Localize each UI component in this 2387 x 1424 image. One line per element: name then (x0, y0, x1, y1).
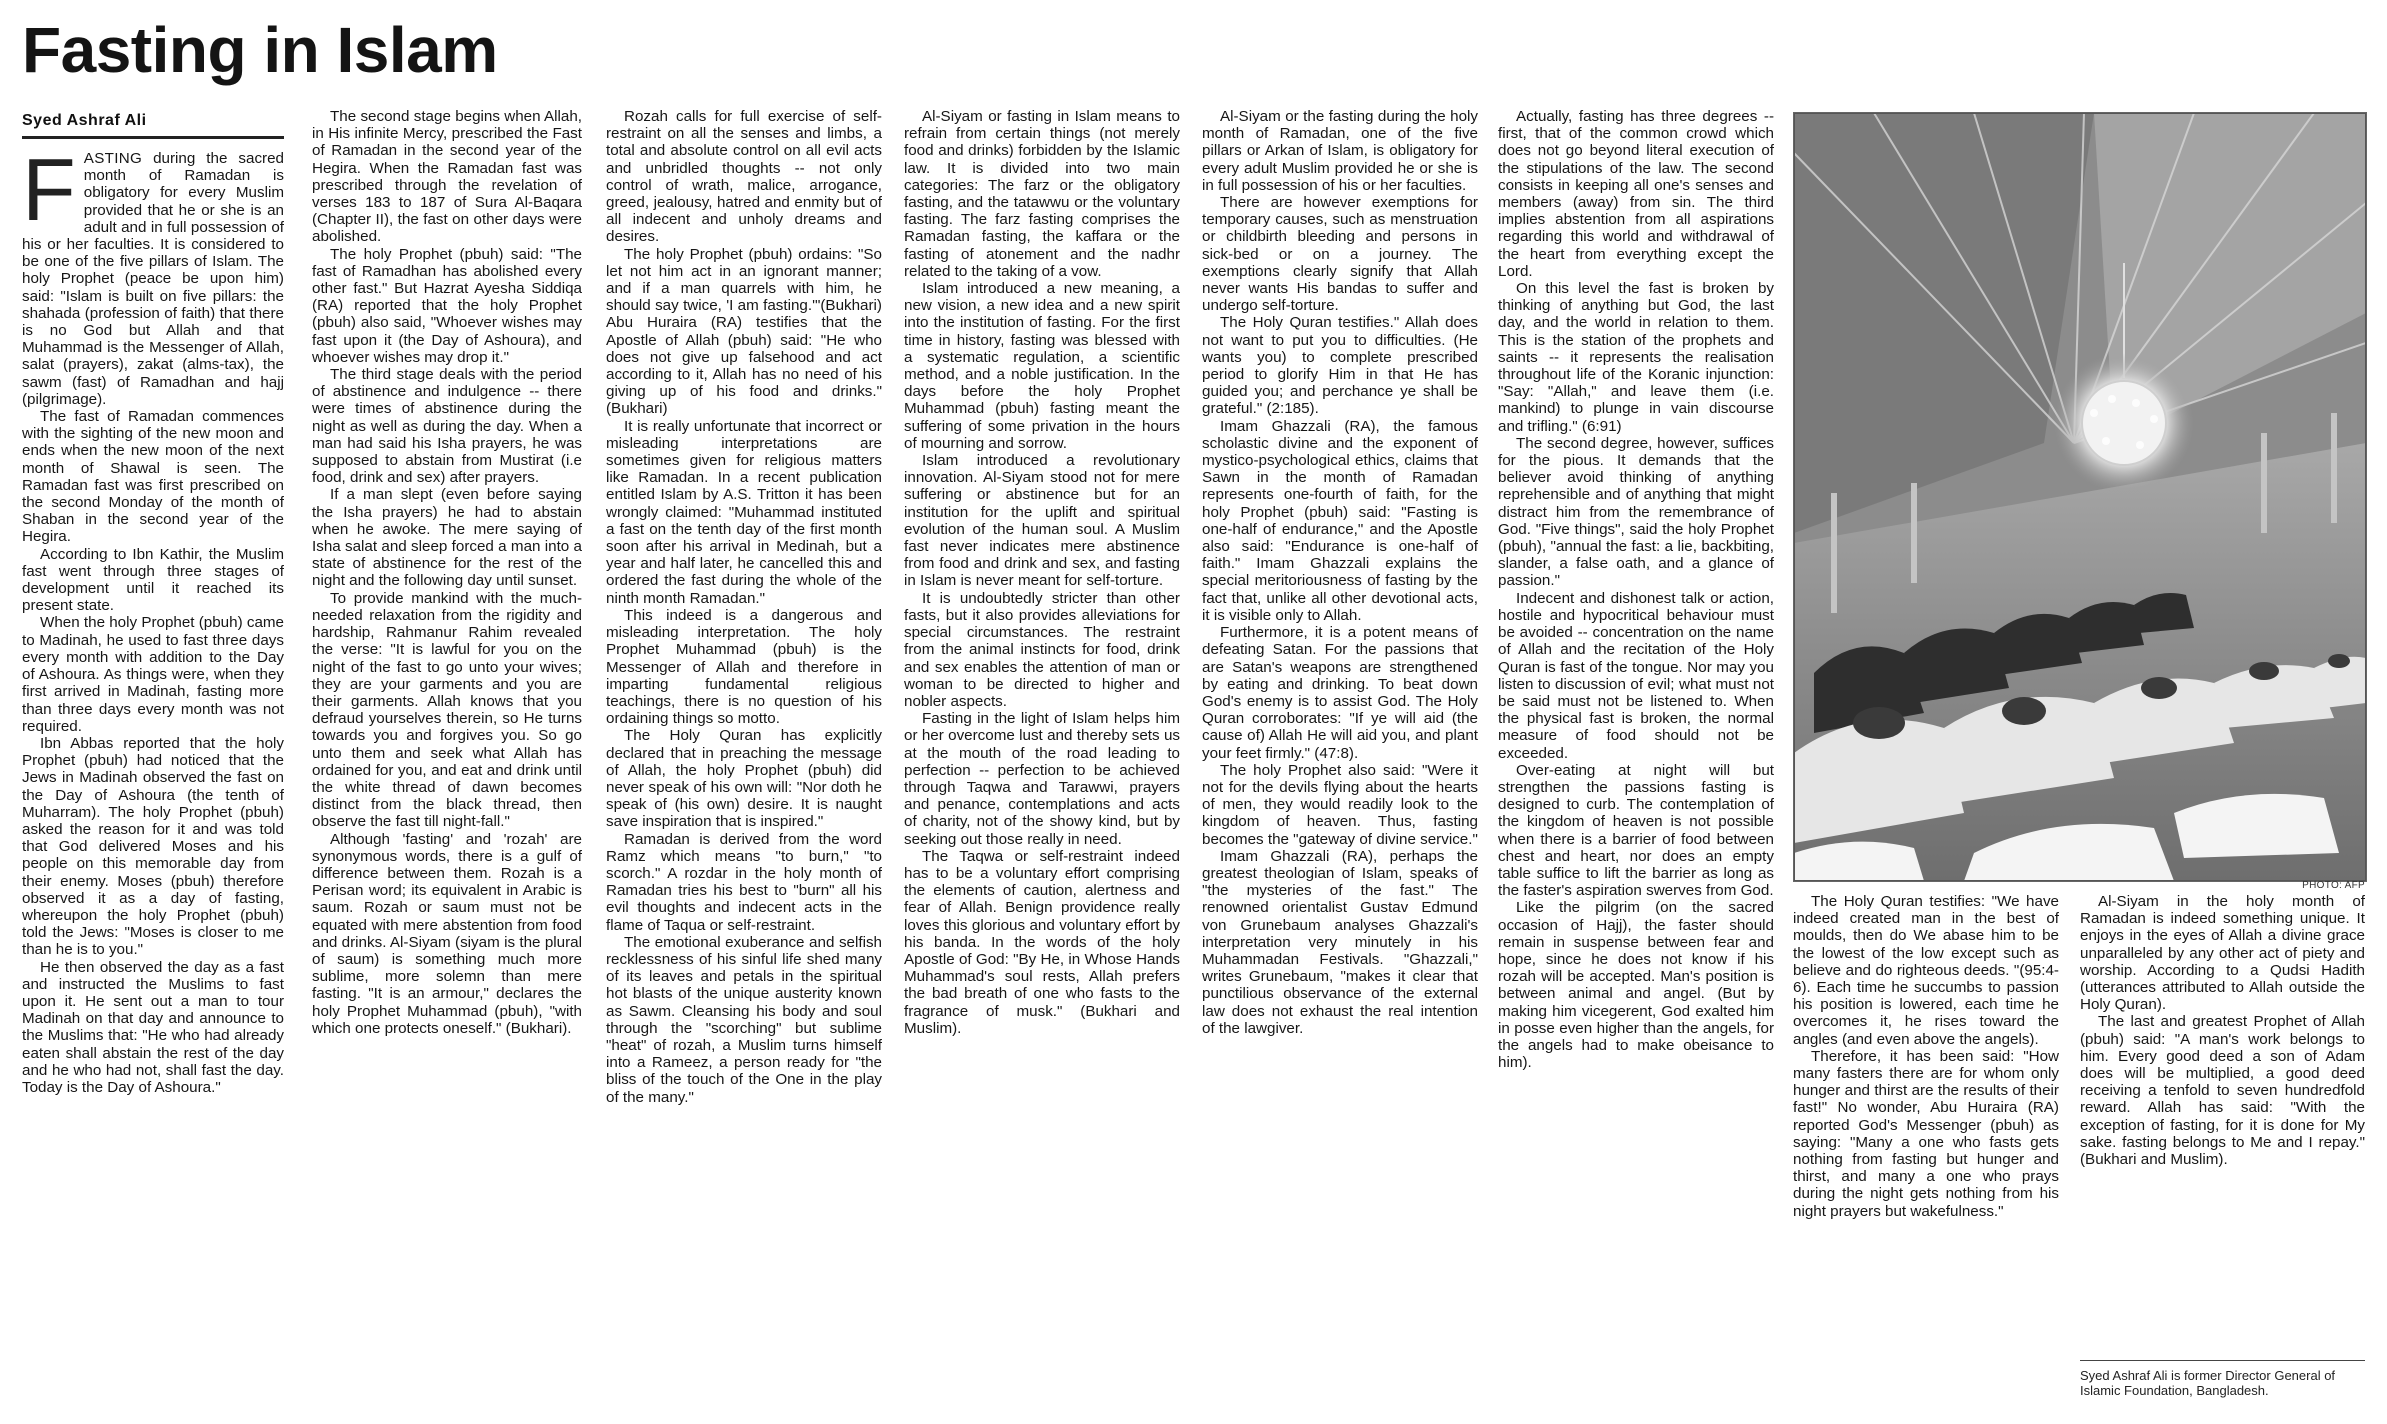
author-bio: Syed Ashraf Ali is former Director General of Islamic Foundation, Bangladesh. (2080, 1368, 2336, 1398)
paragraph: Al-Siyam or fasting in Islam means to refrain from certain things (not merely food and drinks) forbidden by the Islamic law. It is divided into two main categories: The farz or the obligatory fasting, and the tatawwu or the voluntary fasting. The farz fasting comprises the Ramadan fasting, the kaffara or the fasting of atonement and the nadhr related to the taking of a vow. (904, 108, 1180, 280)
paragraph: Imam Ghazzali (RA), the famous scholastic divine and the exponent of mystico-psychological ethics, claims that Sawn in the month of Ramadan represents one-fourth of faith, for the holy Prophet (pbuh) said: "Fasting is one-half of endurance," and the Apostle also said: "Endurance is one-half of faith." Imam Ghazzali explains the special meritoriousness of fasting by the fact that, unlike all other devotional acts, it is visible only to Allah. (1202, 417, 1478, 624)
paragraph: He then observed the day as a fast and instructed the Muslims to fast upon it. He sent out a man to tour Madinah on that day and announce to the Muslims that: "He who had already eaten shall abstain the rest of the day and he who had not, shall fast the day. Today is the Day of Ashoura." (22, 958, 284, 1096)
paragraph: Islam introduced a new meaning, a new vision, a new idea and a new spirit into the institution of fasting. For the first time in history, fasting was blessed with a systematic regulation, a scientific method, and a noble justification. In the days before the holy Prophet Muhammad (pbuh) fasting meant the suffering of some privation in the hours of mourning and sorrow. (904, 280, 1180, 452)
article-column-4 (904, 108, 1180, 1420)
paragraph: Al-Siyam in the holy month of Ramadan is indeed something unique. It enjoys in the eyes of Allah a divine grace unparalleled by any other act of piety and worship. According to a Qudsi Hadith (utterances attributed to Allah outside the Holy Quran). (2080, 893, 2365, 1014)
mosque-prayer-photo (1793, 112, 2367, 882)
article-column-8 (2080, 893, 2365, 1345)
paragraph: Ramadan is derived from the word Ramz which means "to burn," "to scorch." A rozdar in the holy month of Ramadan tries his best to "burn" all his evil thoughts and indecent acts in the flame of Taqua or self-restraint. (606, 830, 882, 934)
paragraph: The Holy Quran testifies." Allah does not want to put you to difficulties. (He wants you) to complete prescribed period to glorify Him in that He has guided you; and perchance ye shall be grateful." (2:185). (1202, 314, 1478, 418)
paragraph: The third stage deals with the period of abstinence and indulgence -- there were times of abstinence during the night as well as during the day. When a man had said his Isha prayers, he was supposed to abstain from Mustirat (i.e food, drink and sex) after prayers. (312, 366, 582, 487)
paragraph: Therefore, it has been said: "How many fasters there are for whom only hunger and thirst are the results of their fast!" No wonder, Abu Huraira (RA) reported God's Messenger (pbuh) as saying: "Many a one who fasts gets nothing from fasting but hunger and thirst, and many a one who prays during the night gets nothing from his night prayers but wakefulness." (1793, 1047, 2059, 1220)
paragraph: Fasting in the light of Islam helps him or her overcome lust and thereby sets us at the mouth of the road leading to perfection -- perfection to be achieved through Taqwa and Tarawwi, prayers and penance, contemplations and acts of charity, not of the showy kind, but by seeking out those really in need. (904, 710, 1180, 848)
paragraph: The holy Prophet also said: "Were it not for the devils flying about the hearts of men, they would readily look to the kingdom of heaven. Thus, fasting becomes the "gateway of divine service." (1202, 761, 1478, 848)
paragraph: Over-eating at night will but strengthen the passions fasting is designed to curb. The contemplation of the kingdom of heaven is not possible when there is a barrier of food between chest and heart, nor does an empty table suffice to lift the barrier as long as the faster's aspiration swerves from God. (1498, 761, 1774, 900)
article-column-5 (1202, 108, 1478, 1420)
paragraph: It is really unfortunate that incorrect or misleading interpretations are sometimes given for religious matters like Ramadan. In a recent publication entitled Islam by A.S. Tritton it has been wrongly claimed: "Muhammad instituted a fast on the tenth day of the first month soon after his arrival in Medinah, but a year and half later, he cancelled this and ordered the fast during the whole of the ninth month Ramadan." (606, 417, 882, 607)
paragraph: Actually, fasting has three degrees -- first, that of the common crowd which does not go beyond literal execution of the stipulations of the law. The second consists in keeping all one's senses and members (away) from sin. The third implies abstention from all aspirations regarding this world and withdrawal of the heart from everything except the Lord. (1498, 108, 1774, 280)
paragraph: Rozah calls for full exercise of self-restraint on all the senses and limbs, a total and absolute control on all evil acts and unbridled thoughts -- not only control of wrath, malice, arrogance, greed, jealousy, hatred and enmity but of all indecent and unholy dreams and desires. (606, 108, 882, 246)
paragraph: The Holy Quran testifies: "We have indeed created man in the best of moulds, then do We abase him to be the lowest of the low except such as believe and do righteous deeds. "(95:4-6). Each time he succumbs to passion his position is lowered, each time he overcomes it, he rises toward the angles (and even above the angels). (1793, 893, 2059, 1048)
paragraph: during the sacred month of Ramadan is obligatory for every Muslim provided that he or she is an adult and in full possession of his or her faculties. It is considered to be one of the five pillars of Islam. The holy Prophet (peace be upon him) said: "Islam is built on five pillars: the shahada (profession of faith) that there is no God but Allah and that Muhammad is the Messenger of Allah, salat (prayers), zakat (alms-tax), the sawm (fast) of Ramadhan and hajj (pilgrimage). (22, 150, 284, 408)
paragraph: There are however exemptions for temporary causes, such as menstruation or childbirth bleeding and persons in sick-bed or on a journey. The exemptions clearly signify that Allah never wants His bandas to suffer and undergo self-torture. (1202, 194, 1478, 315)
paragraph: The emotional exuberance and selfish recklessness of his sinful life shed many of its leaves and petals in the spiritual hot blasts of the unique austerity known as Sawm. Cleansing his body and soul through the "scorching" but sublime "heat" of rozah, a Muslim turns himself into a Rameez, a person ready for "the bliss of the touch of the One in the play of the many." (606, 933, 882, 1106)
paragraph: Like the pilgrim (on the sacred occasion of Hajj), the faster should remain in suspense between fear and hope, since he does not know if his rozah will be accepted. Man's position is between animal and angel. (But by making him vicegerent, God exalted him in posse even higher than the angels, for the angels had to make obeisance to him). (1498, 899, 1774, 1072)
lead-caps: ASTING (83, 150, 143, 167)
byline: Syed Ashraf Ali (22, 112, 284, 139)
photo-illustration (1794, 113, 2366, 881)
paragraph: The holy Prophet (pbuh) said: "The fast of Ramadhan has abolished every other fast." But Hazrat Ayesha Siddiqa (RA) reported that the holy Prophet (pbuh) also said, "Whoever wishes may fast upon it (the Day of Ashoura), and whoever wishes may drop it." (312, 245, 582, 366)
article-column-7 (1793, 893, 2059, 1420)
paragraph: It is undoubtedly stricter than other fasts, but it also provides alleviations for special circumstances. The restraint from the animal instincts for food, drink and sex enables the attention of man or woman to be directed to higher and nobler aspects. (904, 589, 1180, 710)
paragraph: When the holy Prophet (pbuh) came to Madinah, he used to fast three days every month with addition to the Day of Ashoura. As things were, when they first arrived in Madinah, fasting more than three days every month was not required. (22, 614, 284, 735)
paragraph: Islam introduced a revolutionary innovation. Al-Siyam stood not for mere suffering or abstinence but for an institution for the uplift and spiritual evolution of the human soul. A Muslim fast never indicates mere abstinence from food and drink and sex, and fasting in Islam is never meant for self-torture. (904, 452, 1180, 590)
paragraph: The holy Prophet (pbuh) ordains: "So let not him act in an ignorant manner; and if a man quarrels with him, he should say twice, 'I am fasting.'"(Bukhari) Abu Huraira (RA) testifies that the Apostle of Allah (pbuh) said: "He who does not give up falsehood and act according to it, Allah has no need of his giving up of his food and drinks."(Bukhari) (606, 245, 882, 418)
photo-credit: PHOTO: AFP (2302, 880, 2365, 891)
article-column-1 (22, 150, 284, 1420)
paragraph: The Holy Quran has explicitly declared that in preaching the message of Allah, the holy Prophet (pbuh) did never speak of his own will: "Nor doth he speak of (his own) desire. It is naught save inspiration that is inspired." (606, 727, 882, 831)
paragraph: Ibn Abbas reported that the holy Prophet (pbuh) had noticed that the Jews in Madinah observed the fast on the Day of Ashoura (the tenth of Muharram). The holy Prophet (pbuh) asked the reason for it and was told that God delivered Moses and his people on this memorable day from their enemy. Moses (pbuh) therefore observed it as a day of fasting, whereupon the holy Prophet (pbuh) told the Jews: "Moses is closer to me than he is to you." (22, 734, 284, 959)
paragraph: The second stage begins when Allah, in His infinite Mercy, prescribed the Fast of Ramadan in the second year of the Hegira. When the Ramadan fast was prescribed through the revelation of verses 183 to 187 of Sura Al-Baqara (Chapter II), the fast on other days were abolished. (312, 108, 582, 246)
article-column-3 (606, 108, 882, 1420)
paragraph: This indeed is a dangerous and misleading interpretation. The holy Prophet Muhammad (pbuh) is the Messenger of Allah and therefore in imparting fundamental religious teachings, there is no question of his ordaining things so motto. (606, 606, 882, 728)
article-column-6 (1498, 108, 1774, 1420)
article-column-2 (312, 108, 582, 1420)
paragraph: The fast of Ramadan commences with the sighting of the new moon and ends when the new moon of the next month of Shawal is seen. The Ramadan fast was first prescribed on the second Monday of the month of Shaban in the second year of the Hegira. (22, 408, 284, 546)
paragraph: On this level the fast is broken by thinking of anything but God, the last day, and the world in relation to them. This is the station of the prophets and saints -- it represents the realisation throughout life of the Koranic injunction: "Say: "Allah," and leave them (i.e. mankind) to plunge in vain discourse and trifling." (6:91) (1498, 280, 1774, 435)
lead-paragraph (22, 150, 284, 408)
paragraph: If a man slept (even before saying the Isha prayers) he had to abstain when he awoke. The mere saying of Isha salat and sleep forced a man into a state of abstinence for the rest of the night and the following day until sunset. (312, 486, 582, 590)
paragraph: Imam Ghazzali (RA), perhaps the greatest theologian of Islam, speaks of "the mysteries of the fast." The renowned orientalist Gustav Edmund von Grunebaum analyses Ghazzali's interpretation very minutely in his Muhammadan Festivals. "Ghazzali," writes Grunebaum, "makes it clear that punctilious observance of the external law does not exhaust the real intention of the lawgiver. (1202, 847, 1478, 1037)
drop-cap: F (22, 150, 76, 239)
paragraph: The second degree, however, suffices for the pious. It demands that the believer avoid thinking of anything reprehensible and of anything that might distract him from the remembrance of God. "Five things", said the holy Prophet (pbuh), "annual the fast: a lie, backbiting, slander, a false oath, and a glance of passion." (1498, 434, 1774, 590)
paragraph: To provide mankind with the much-needed relaxation from the rigidity and hardship, Rahmanur Rahim revealed the verse: "It is lawful for you on the night of the fast to go unto your wives; they are your garments and you are their garments. Allah knows that you defraud yourselves therein, so He turns towards you and forgives you. So go unto them and seek what Allah has ordained for you, and eat and drink until the white thread of dawn becomes distinct from the black thread, then observe the fast till night-fall." (312, 589, 582, 831)
paragraph: Furthermore, it is a potent means of defeating Satan. For the passions that are Satan's weapons are strengthened by eating and drinking. To beat down God's enemy is to assist God. The Holy Quran corroborates: "If ye will aid (the cause of) Allah He will aid you, and plant your feet firmly." (47:8). (1202, 624, 1478, 762)
paragraph: Indecent and dishonest talk or action, hostile and hypocritical behaviour must be avoided -- concentration on the name of Allah and the recitation of the Holy Quran is fast of the tongue. Nor may you listen to discussion of evil; what must not be said must not be listened to. When the physical fast is broken, the normal measure of food should not be exceeded. (1498, 589, 1774, 762)
paragraph: Although 'fasting' and 'rozah' are synonymous words, there is a gulf of difference between them. Rozah is a Perisan word; its equivalent in Arabic is saum. Rozah or saum must not be equated with mere abstention from food and drinks. Al-Siyam (siyam is the plural of saum) is something much more sublime, more solemn than mere fasting. "It is an armour," declares the holy Prophet Muhammad (pbuh), "with which one protects oneself." (Bukhari). (312, 830, 582, 1037)
paragraph: Al-Siyam or the fasting during the holy month of Ramadan, one of the five pillars or Arkan of Islam, is obligatory for every adult Muslim provided he or she is in full possession of his or her faculties. (1202, 108, 1478, 194)
headline: Fasting in Islam (22, 14, 498, 86)
paragraph: According to Ibn Kathir, the Muslim fast went through three stages of development until it reached its present state. (22, 545, 284, 615)
paragraph: The Taqwa or self-restraint indeed has to be a voluntary effort comprising the elements of caution, alertness and fear of Allah. Benign providence really loves this glorious and voluntary effort by his banda. In the words of the holy Apostle of God: "By He, in Whose Hands Muhammad's soul rests, Allah prefers the bad breath of one who fasts to the fragrance of musk." (Bukhari and Muslim). (904, 847, 1180, 1037)
paragraph: The last and greatest Prophet of Allah (pbuh) said: "A man's work belongs to him. Every good deed a son of Adam does will be multiplied, a good deed receiving a tenfold to seven hundredfold reward. Allah has said: "With the exception of fasting, for it is done for My sake. fasting belongs to Me and I repay." (Bukhari and Muslim). (2080, 1013, 2365, 1169)
bio-divider (2080, 1360, 2365, 1361)
